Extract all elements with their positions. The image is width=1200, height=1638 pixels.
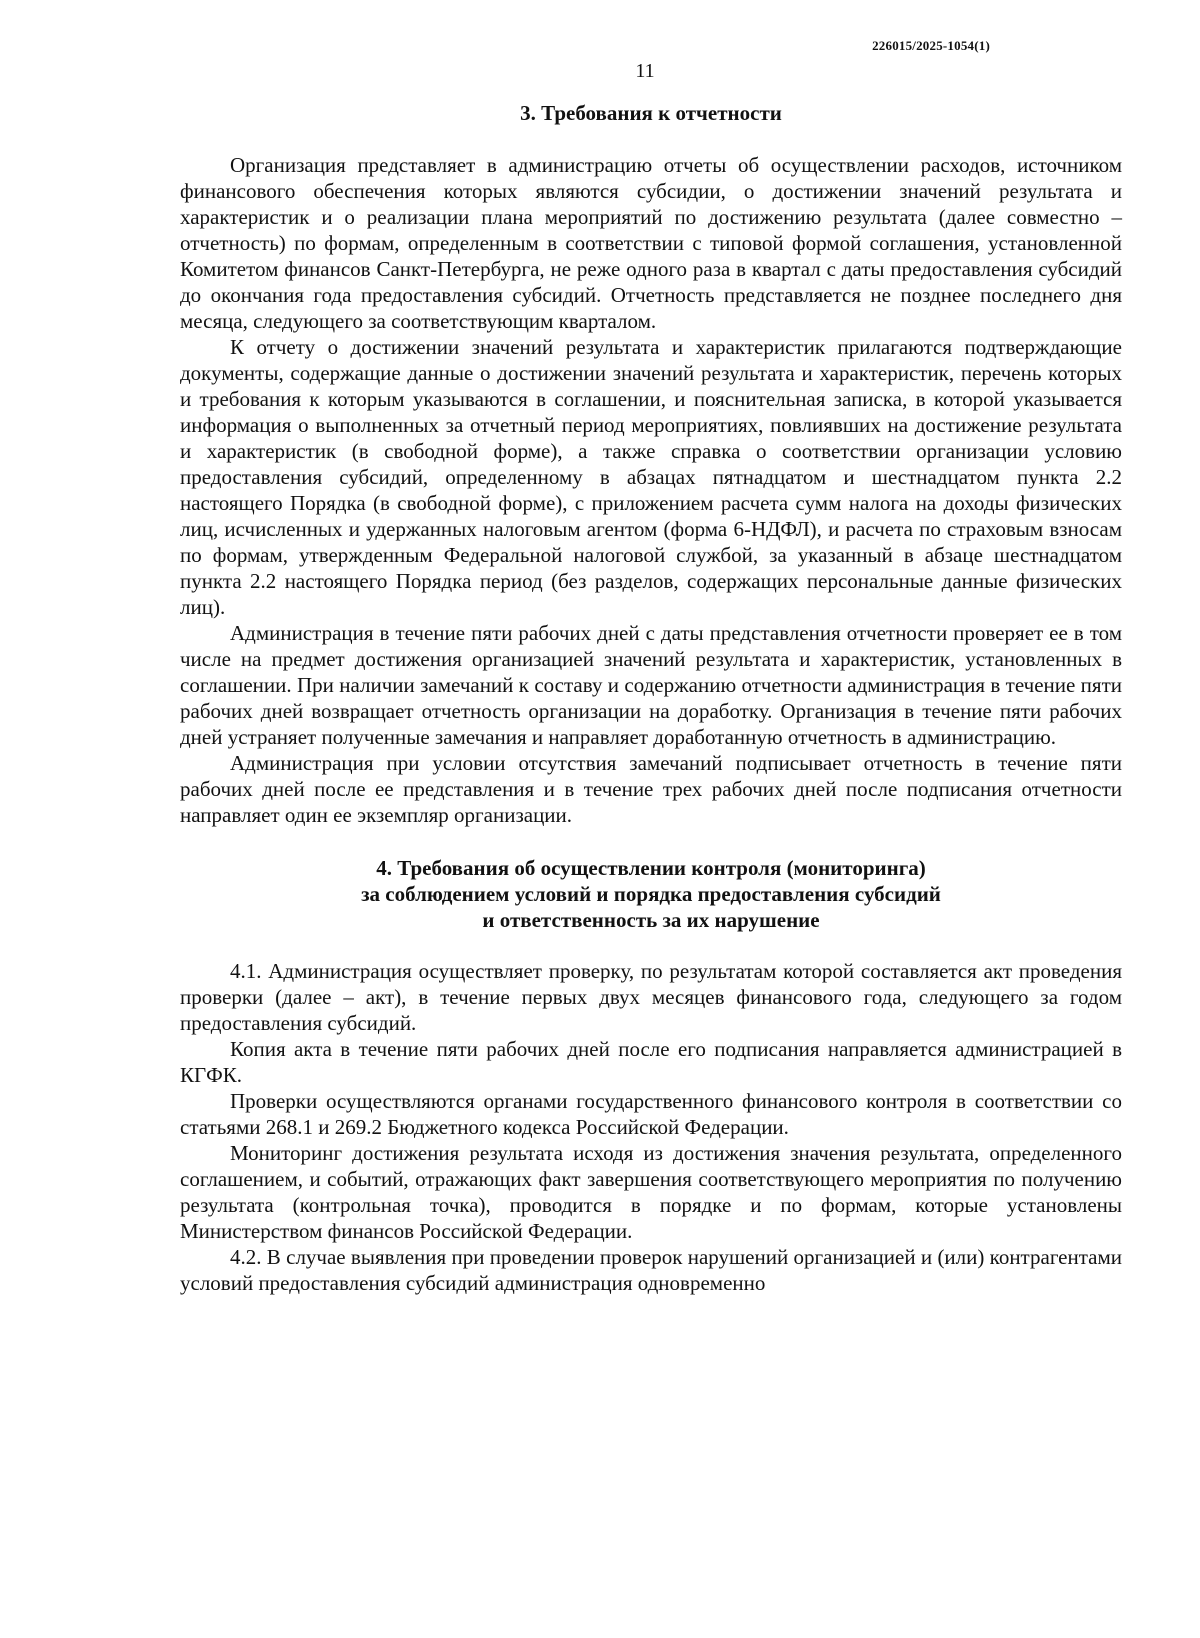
section-4-heading-line-1: 4. Требования об осуществлении контроля (мониторинга): [376, 856, 926, 880]
page-number: 11: [635, 60, 655, 82]
document-body: [180, 96, 1122, 1296]
section-3-heading: 3. Требования к отчетности: [520, 101, 782, 125]
section-3-paragraph-1: Организация представляет в администрацию отчеты об осуществлении расходов, источником финансового обеспечения которых являются субсидии, о достижении значений результата и характеристик и о реализации плана мероприятий по достижению результата (далее совместно – отчетность) по формам, определенным в соответствии с типовой формой соглашения, установленной Комитетом финансов Санкт-Петербурга, не реже одного раза в квартал с даты предоставления субсидий до окончания года предоставления субсидий. Отчетность представляется не позднее последнего дня месяца, следующего за соответствующим кварталом.: [180, 153, 1122, 333]
section-4-paragraph-4: Мониторинг достижения результата исходя из достижения значения результата, определенного соглашением, и событий, отражающих факт завершения соответствующего мероприятия по получению результата (контрольная точка), проводится в порядке и по формам, которые установлены Министерством финансов Российской Федерации.: [180, 1141, 1122, 1243]
section-4-heading-line-2: за соблюдением условий и порядка предоставления субсидий: [361, 882, 941, 906]
section-3-paragraph-3: Администрация в течение пяти рабочих дней с даты представления отчетности проверяет ее в том числе на предмет достижения организацией значений результата и характеристик, установленных в соглашении. При наличии замечаний к составу и содержанию отчетности администрация в течение пяти рабочих дней возвращает отчетность организации на доработку. Организация в течение пяти рабочих дней устраняет полученные замечания и направляет доработанную отчетность в администрацию.: [180, 621, 1122, 749]
section-4-paragraph-2: Копия акта в течение пяти рабочих дней после его подписания направляется администрацией в КГФК.: [180, 1037, 1122, 1087]
document-registration-number: 226015/2025-1054(1): [872, 38, 990, 53]
section-4-paragraph-1: 4.1. Администрация осуществляет проверку, по результатам которой составляется акт проведения проверки (далее – акт), в течение первых двух месяцев финансового года, следующего за годом предоставления субсидий.: [180, 959, 1122, 1035]
section-4-paragraph-5: 4.2. В случае выявления при проведении проверок нарушений организацией и (или) контрагентами условий предоставления субсидий администрация одновременно: [180, 1245, 1122, 1295]
section-4-heading-line-3: и ответственность за их нарушение: [482, 908, 820, 932]
section-3-paragraph-2: К отчету о достижении значений результата и характеристик прилагаются подтверждающие документы, содержащие данные о достижении значений результата и характеристик, перечень которых и требования к которым указываются в соглашении, и пояснительная записка, в которой указывается информация о выполненных за отчетный период мероприятиях, повлиявших на достижение результата и характеристик (в свободной форме), а также справка о соответствии организации условию предоставления субсидий, определенному в абзацах пятнадцатом и шестнадцатом пункта 2.2 настоящего Порядка (в свободной форме), с приложением расчета сумм налога на доходы физических лиц, исчисленных и удержанных налоговым агентом (форма 6-НДФЛ), и расчета по страховым взносам по формам, утвержденным Федеральной налоговой службой, за указанный в абзаце шестнадцатом пункта 2.2 настоящего Порядка период (без разделов, содержащих персональные данные физических лиц).: [180, 335, 1122, 619]
section-4-heading: [180, 855, 1122, 933]
section-4-paragraph-3: Проверки осуществляются органами государственного финансового контроля в соответствии со статьями 268.1 и 269.2 Бюджетного кодекса Российской Федерации.: [180, 1089, 1122, 1139]
section-3-paragraph-4: Администрация при условии отсутствия замечаний подписывает отчетность в течение пяти рабочих дней после ее представления и в течение трех рабочих дней после подписания отчетности направляет один ее экземпляр организации.: [180, 751, 1122, 827]
